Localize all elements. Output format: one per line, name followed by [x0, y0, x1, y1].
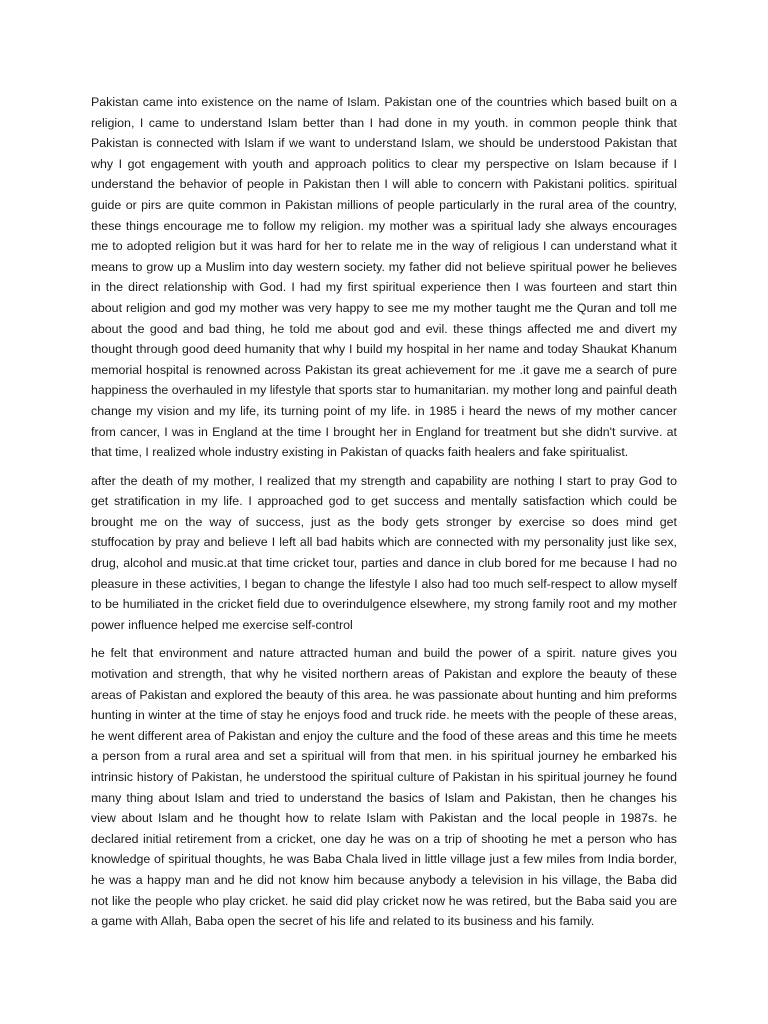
paragraph-2: after the death of my mother, I realized that my strength and capability are nothing I start to pray God to get stratification in my life. I approached god to get success and mentally satisfaction which could be brought me on the way of success, just as the body gets stronger by exercise so does mind get stuffocation by pray and believe I left all bad habits which are connected with my personality just like sex, drug, alcohol and music.at that time cricket tour, parties and dance in club bored for me because I had no pleasure in these activities, I began to change the lifestyle I also had too much self-respect to allow myself to be humiliated in the cricket field due to overindulgence elsewhere, my strong family root and my mother power influence helped me exercise self-control: [91, 473, 677, 632]
paragraph-1: Pakistan came into existence on the name of Islam. Pakistan one of the countries which based built on a religion, I came to understand Islam better than I had done in my youth. in common people think that Pakistan is connected with Islam if we want to understand Islam, we should be understood Pakistan that why I got engagement with youth and approach politics to clear my perspective on Islam because if I understand the behavior of people in Pakistan then I will able to concern with Pakistani politics. spiritual guide or pirs are quite common in Pakistan millions of people particularly in the rural area of the country, these things encourage me to follow my religion. my mother was a spiritual lady she always encourages me to adopted religion but it was hard for her to relate me in the way of religious I can understand what it means to grow up a Muslim into day western society. my father did not believe spiritual power he believes in the direct relationship with God. I had my first spiritual experience then I was fourteen and start thin about religion and god my mother was very happy to see me my mother taught me the Quran and toll me about the good and bad thing, he told me about god and evil. these things affected me and divert my thought through good deed humanity that why I build my hospital in her name and today Shaukat Khanum memorial hospital is renowned across Pakistan its great achievement for me .it gave me a search of pure happiness the overhauled in my lifestyle that sports star to humanitarian. my mother long and painful death change my vision and my life, its turning point of my life. in 1985 i heard the news of my mother cancer from cancer, I was in England at the time I brought her in England for treatment but she didn't survive. at that time, I realized whole industry existing in Pakistan of quacks faith healers and fake spiritualist.: [91, 95, 677, 460]
document-page: [91, 92, 677, 940]
paragraph-3: he felt that environment and nature attracted human and build the power of a spirit. nature gives you motivation and strength, that why he visited northern areas of Pakistan and explore the beauty of these areas of Pakistan and explored the beauty of this area. he was passionate about hunting and him preforms hunting in winter at the time of stay he enjoys food and truck ride. he meets with the people of these areas, he went different area of Pakistan and enjoy the culture and the food of these areas and this time he meets a person from a rural area and set a spiritual will from that men. in his spiritual journey he embarked his intrinsic history of Pakistan, he understood the spiritual culture of Pakistan in his spiritual journey he found many thing about Islam and tried to understand the basics of Islam and Pakistan, then he changes his view about Islam and he thought how to relate Islam with Pakistan and the local people in 1987s. he declared initial retirement from a cricket, one day he was on a trip of shooting he met a person who has knowledge of spiritual thoughts, he was Baba Chala lived in little village just a few miles from India border, he was a happy man and he did not know him because anybody a television in his village, the Baba did not like the people who play cricket. he said did play cricket now he was retired, but the Baba said you are a game with Allah, Baba open the secret of his life and related to its business and his family.: [91, 646, 677, 929]
